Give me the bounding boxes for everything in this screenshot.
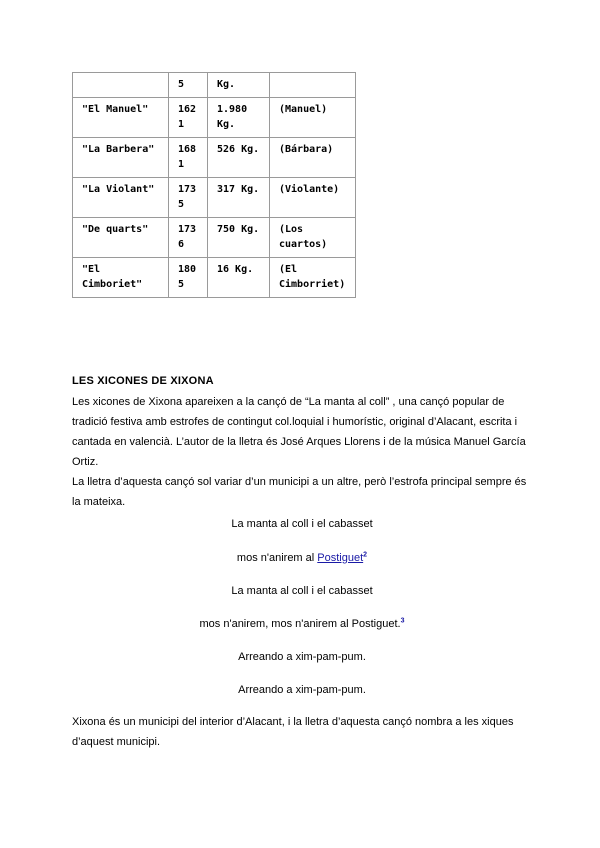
table-cell: (Los cuartos) [270, 218, 356, 258]
table-row [73, 258, 356, 298]
verse-line: Arreando a xim-pam-pum. [238, 651, 366, 663]
paragraph-xixona: Xixona és un municipi del interior d’Alacant, i la lletra d’aquesta cançó nombra a les xiques d’aquest municipi. [72, 716, 514, 748]
table-cell: (Bárbara) [270, 138, 356, 178]
table-cell: 750 Kg. [208, 218, 270, 258]
bells-table [72, 72, 356, 298]
verse-line: La manta al coll i el cabasset [231, 585, 373, 597]
table-cell: 526 Kg. [208, 138, 270, 178]
verse-line: La manta al coll i el cabasset [231, 518, 373, 530]
verse-text: mos n'anirem al [236, 552, 318, 564]
table-cell: "El Cimboriet" [73, 258, 169, 298]
paragraph-intro: Les xicones de Xixona apareixen a la cançó de “La manta al coll” , una cançó popular de tradició festiva amb estrofes de contingut col.loquial i humorístic, original d’Alacant, escrita i cantada en valencià. L’autor de la lletra és José Arques Llorens i de la música Manuel García Ortiz. [72, 396, 526, 468]
table-cell: "El Manuel" [73, 98, 169, 138]
table-cell: 168 1 [169, 138, 208, 178]
table-cell: 1.980 Kg. [208, 98, 270, 138]
table-cell: Kg. [208, 73, 270, 98]
table-row [73, 178, 356, 218]
table-cell: "La Barbera" [73, 138, 169, 178]
table-cell: (Manuel) [270, 98, 356, 138]
table-row [73, 218, 356, 258]
table-row [73, 73, 356, 98]
table-row [73, 138, 356, 178]
table-cell: (El Cimborriet) [270, 258, 356, 298]
table-cell [270, 73, 356, 98]
table-cell: 5 [169, 73, 208, 98]
verse-line [72, 617, 532, 631]
footnote-ref[interactable]: 2 [363, 551, 368, 559]
table-cell: 317 Kg. [208, 178, 270, 218]
table-cell: 173 5 [169, 178, 208, 218]
verse-text: mos n'anirem, mos n'anirem al Postiguet. [199, 618, 401, 630]
verse-line: Arreando a xim-pam-pum. [238, 684, 366, 696]
footnote-ref[interactable]: 3 [400, 617, 405, 625]
table-cell: "La Violant" [73, 178, 169, 218]
paragraph-lyrics-note: La lletra d’aquesta cançó sol variar d’un municipi a un altre, però l’estrofa principal sempre és la mateixa. [72, 476, 527, 508]
table-cell: 180 5 [169, 258, 208, 298]
table-cell: "De quarts" [73, 218, 169, 258]
table-cell: (Violante) [270, 178, 356, 218]
table-cell: 162 1 [169, 98, 208, 138]
table-row [73, 98, 356, 138]
table-cell: 16 Kg. [208, 258, 270, 298]
table-cell: 173 6 [169, 218, 208, 258]
verse-line [72, 551, 532, 565]
table-cell [73, 73, 169, 98]
postiguet-link[interactable]: Postiguet [317, 552, 364, 564]
section-title: LES XICONES DE XIXONA [72, 375, 214, 387]
